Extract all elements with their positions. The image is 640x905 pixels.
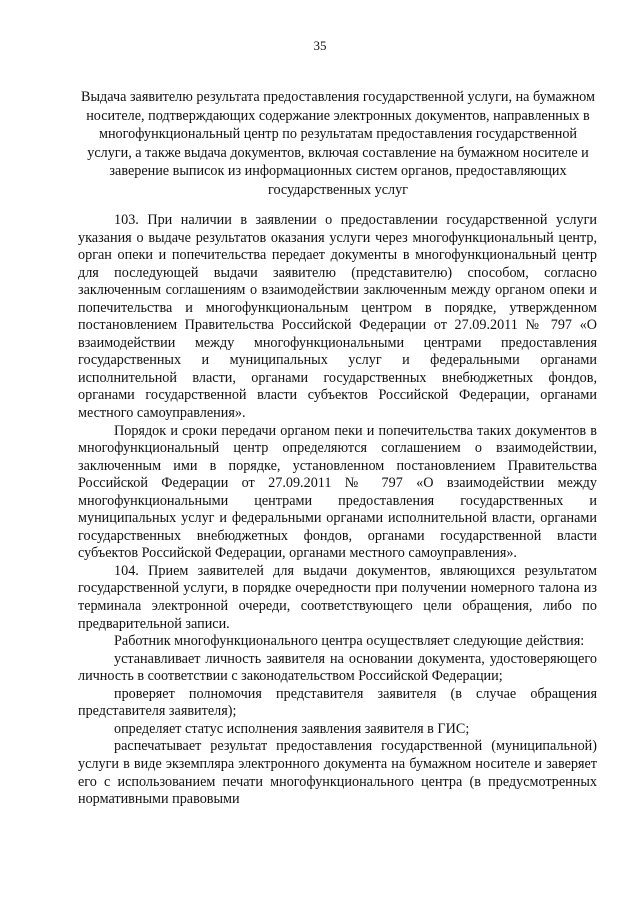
page-number: 35 bbox=[313, 38, 327, 53]
paragraph-identity-check: устанавливает личность заявителя на основании документа, удостоверяющего личность в соответствии с законодательством Российской Федерации; bbox=[78, 650, 597, 685]
document-body bbox=[78, 212, 597, 809]
paragraph-authority-check: проверяет полномочия представителя заявителя (в случае обращения представителя заявителя); bbox=[78, 685, 597, 720]
paragraph-transfer-procedure: Порядок и сроки передачи органом пеки и попечительства таких документов в многофункциональный центр определяются соглашением о взаимодействии, заключенным ими в порядке, установленном постановлением Правительства Российской Федерации от 27.09.2011 № 797 «О взаимодействии между многофункциональными центрами предоставления государственных и муниципальных услуг и федеральными органами исполнительной власти, органами государственных внебюджетных фондов, органами государственной власти субъектов Российской Федерации, органами местного самоуправления». bbox=[78, 422, 597, 562]
paragraph-worker-actions: Работник многофункционального центра осуществляет следующие действия: bbox=[114, 633, 585, 650]
paragraph-104: 104. Прием заявителей для выдачи документов, являющихся результатом государственной услуги, в порядке очередности при получении номерного талона из терминала электронной очереди, соответствующего цели обращения, либо по предварительной записи. bbox=[78, 562, 597, 632]
paragraph-printout: распечатывает результат предоставления государственной (муниципальной) услуги в виде экземпляра электронного документа на бумажном носителе и заверяет его с использованием печати многофункционального центра (в предусмотренных нормативными правовыми bbox=[78, 738, 597, 808]
paragraph-status-check: определяет статус исполнения заявления заявителя в ГИС; bbox=[114, 720, 470, 737]
section-heading: Выдача заявителю результата предоставления государственной услуги, на бумажном носителе, подтверждающих содержание электронных документов, направленных в многофункциональный центр по результатам предоставления государственной услуги, а также выдача документов, включая составление на бумажном носителе и заверение выписок из информационных систем органов, предоставляющих государственных услуг bbox=[81, 89, 595, 198]
paragraph-103: 103. При наличии в заявлении о предоставлении государственной услуги указания о выдаче результатов оказания услуги через многофункциональный центр, орган опеки и попечительства передает документы в многофункциональный центр для последующей выдачи заявителю (представителю) способом, согласно заключенным соглашениям о взаимодействии заключенным между органом опеки и попечительства и многофункциональным центром в порядке, утвержденном постановлением Правительства Российской Федерации от 27.09.2011 № 797 «О взаимодействии между многофункциональными центрами предоставления государственных и муниципальных услуг и федеральными органами исполнительной власти, органами государственных внебюджетных фондов, органами государственной власти субъектов Российской Федерации, органами местного самоуправления». bbox=[78, 212, 597, 422]
